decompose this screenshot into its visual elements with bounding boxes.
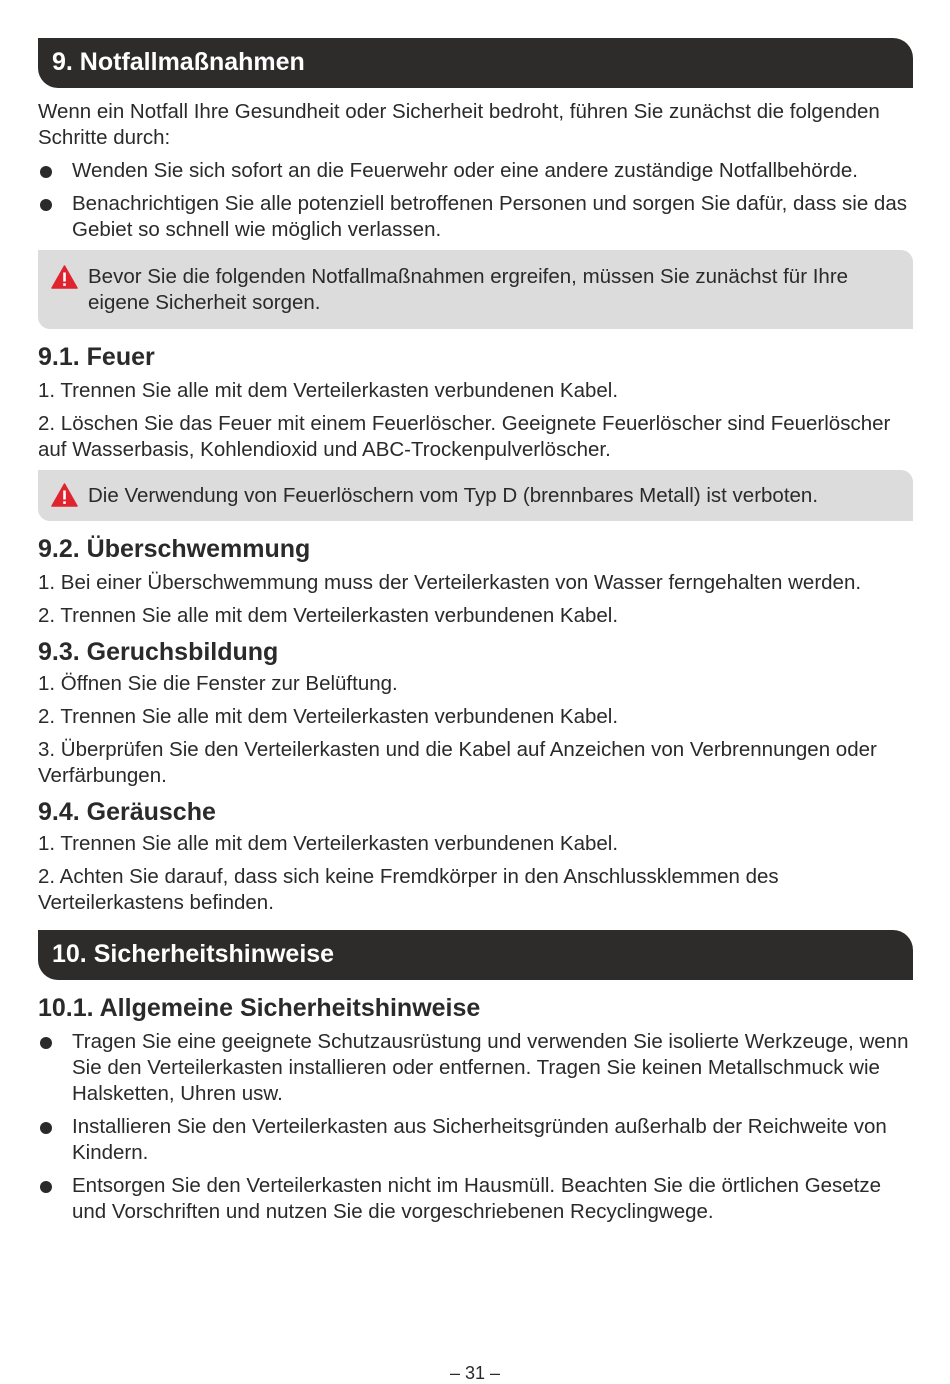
- subheading-general-safety: 10.1. Allgemeine Sicherheitshinweise: [38, 994, 481, 1022]
- flood-steps: [38, 570, 913, 629]
- step-item: 1. Öffnen Sie die Fenster zur Belüftung.: [38, 672, 398, 695]
- step-item: 1. Bei einer Überschwemmung muss der Verteilerkasten von Wasser ferngehalten werden.: [38, 571, 862, 594]
- step-item: 1. Trennen Sie alle mit dem Verteilerkasten verbundenen Kabel.: [38, 832, 619, 855]
- emergency-intro: Wenn ein Notfall Ihre Gesundheit oder Sicherheit bedroht, führen Sie zunächst die folgenden Schritte durch:: [38, 100, 880, 149]
- step-item: 2. Löschen Sie das Feuer mit einem Feuerlöscher. Geeignete Feuerlöscher sind Feuerlöscher auf Wasserbasis, Kohlendioxid und ABC-Trockenpulverlöscher.: [38, 412, 891, 461]
- list-item-text: Installieren Sie den Verteilerkasten aus Sicherheitsgründen außerhalb der Reichweite von Kindern.: [72, 1115, 887, 1164]
- step-item: 2. Trennen Sie alle mit dem Verteilerkasten verbundenen Kabel.: [38, 604, 619, 627]
- subheading-noise: 9.4. Geräusche: [38, 798, 216, 826]
- list-item-text: Wenden Sie sich sofort an die Feuerwehr oder eine andere zuständige Notfallbehörde.: [72, 159, 858, 182]
- step-item: 3. Überprüfen Sie den Verteilerkasten und die Kabel auf Anzeichen von Verbrennungen oder Verfärbungen.: [38, 738, 877, 787]
- page-number: – 31 –: [449, 1363, 501, 1383]
- list-item-text: Entsorgen Sie den Verteilerkasten nicht im Hausmüll. Beachten Sie die örtlichen Gesetze und Vorschriften und nutzen Sie die vorgeschriebenen Recyclingwege.: [72, 1174, 882, 1223]
- warning-text: Die Verwendung von Feuerlöschern vom Typ D (brennbares Metall) ist verboten.: [88, 484, 819, 507]
- step-item: 2. Achten Sie darauf, dass sich keine Fremdkörper in den Anschlussklemmen des Verteilerkastens befinden.: [38, 865, 779, 914]
- warning-triangle-icon: [51, 483, 78, 507]
- subheading-odor: 9.3. Geruchsbildung: [38, 638, 279, 666]
- odor-steps: [38, 671, 913, 789]
- list-item: [38, 158, 913, 184]
- list-item: [38, 191, 913, 243]
- step-item: 2. Trennen Sie alle mit dem Verteilerkasten verbundenen Kabel.: [38, 705, 619, 728]
- emergency-bullet-list: [38, 158, 913, 243]
- bullet-dot-icon: [40, 1122, 52, 1134]
- warning-triangle-icon: [51, 265, 78, 289]
- manual-page: [38, 38, 913, 1232]
- step-item: 1. Trennen Sie alle mit dem Verteilerkasten verbundenen Kabel.: [38, 379, 619, 402]
- section-heading-emergency: 9. Notfallmaßnahmen: [38, 38, 913, 88]
- bullet-dot-icon: [40, 1037, 52, 1049]
- bullet-dot-icon: [40, 199, 52, 211]
- list-item: [38, 1029, 913, 1107]
- list-item: [38, 1114, 913, 1166]
- subheading-fire: 9.1. Feuer: [38, 343, 155, 371]
- list-item-text: Tragen Sie eine geeignete Schutzausrüstung und verwenden Sie isolierte Werkzeuge, wenn Sie den Verteilerkasten installieren oder entfernen. Tragen Sie keinen Metallschmuck wie Halsketten, Uhren usw.: [72, 1030, 909, 1105]
- list-item: [38, 1173, 913, 1225]
- warning-box-own-safety: [38, 250, 913, 329]
- list-item-text: Benachrichtigen Sie alle potenziell betroffenen Personen und sorgen Sie dafür, dass sie das Gebiet so schnell wie möglich verlassen.: [72, 192, 907, 241]
- subheading-flood: 9.2. Überschwemmung: [38, 535, 311, 563]
- noise-steps: [38, 831, 913, 916]
- fire-steps: [38, 378, 913, 463]
- safety-bullet-list: [38, 1029, 913, 1225]
- warning-text: Bevor Sie die folgenden Notfallmaßnahmen ergreifen, müssen Sie zunächst für Ihre eigene Sicherheit sorgen.: [88, 265, 849, 314]
- warning-box-type-d: [38, 470, 913, 521]
- bullet-dot-icon: [40, 1181, 52, 1193]
- section-heading-safety: 10. Sicherheitshinweise: [38, 930, 913, 980]
- bullet-dot-icon: [40, 166, 52, 178]
